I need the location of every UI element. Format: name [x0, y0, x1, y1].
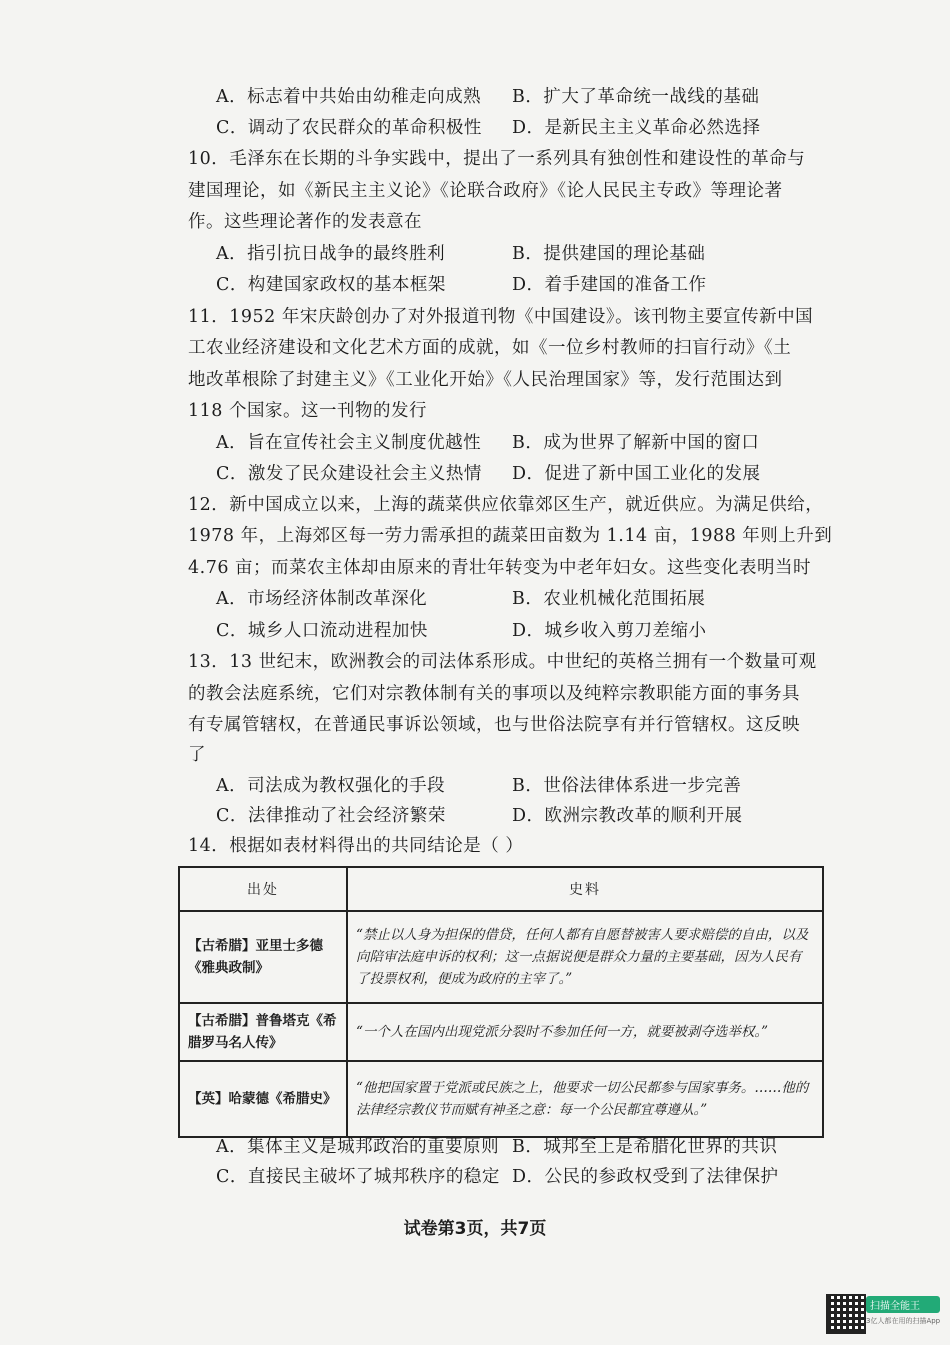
- q12-option-d: D．城乡收入剪刀差缩小: [512, 621, 707, 641]
- q9-option-a: A．标志着中共始由幼稚走向成熟: [216, 87, 482, 107]
- q10-option-a: A．指引抗日战争的最终胜利: [216, 244, 446, 264]
- table-row: [179, 1061, 823, 1137]
- scanner-brand: 扫描全能王: [866, 1296, 940, 1313]
- q14-option-a: A．集体主义是城邦政治的重要原则: [216, 1137, 500, 1157]
- q11-stem-line: 工农业经济建设和文化艺术方面的成就，如《一位乡村教师的扫盲行动》《土: [188, 338, 792, 358]
- q13-option-a: A．司法成为教权强化的手段: [216, 776, 446, 796]
- q11-stem-line: 地改革根除了封建主义》《工业化开始》《人民治理国家》等，发行范围达到: [188, 370, 783, 390]
- q11-stem-line: 11．1952 年宋庆龄创办了对外报道刊物《中国建设》。该刊物主要宣传新中国: [188, 307, 814, 327]
- source-table: [178, 866, 824, 1138]
- q10-option-d: D．着手建国的准备工作: [512, 275, 707, 295]
- source-cell: 【古希腊】普鲁塔克《希腊罗马名人传》: [179, 1003, 347, 1061]
- q14-option-c: C．直接民主破坏了城邦秩序的稳定: [216, 1167, 500, 1187]
- header-source: 出处: [179, 867, 347, 911]
- q11-option-b: B．成为世界了解新中国的窗口: [512, 433, 760, 453]
- q12-option-a: A．市场经济体制改革深化: [216, 589, 428, 609]
- source-cell: 【英】哈蒙德《希腊史》: [179, 1061, 347, 1137]
- q10-option-b: B．提供建国的理论基础: [512, 244, 706, 264]
- q12-stem-line: 12．新中国成立以来，上海的蔬菜供应依靠郊区生产，就近供应。为满足供给，: [188, 495, 824, 515]
- q9-option-d: D．是新民主主义革命必然选择: [512, 118, 761, 138]
- qr-code-icon: [826, 1294, 866, 1334]
- table-header-row: [179, 867, 823, 911]
- scanner-watermark: [866, 1296, 940, 1326]
- q11-option-d: D．促进了新中国工业化的发展: [512, 464, 761, 484]
- q10-stem-line: 作。这些理论著作的发表意在: [188, 212, 422, 232]
- q14-option-d: D．公民的参政权受到了法律保护: [512, 1167, 779, 1187]
- q9-option-b: B．扩大了革命统一战线的基础: [512, 87, 760, 107]
- q12-stem-line: 1978 年，上海郊区每一劳力需承担的蔬菜田亩数为 1.14 亩，1988 年则上升到: [188, 526, 833, 546]
- source-cell: 【古希腊】亚里士多德《雅典政制》: [179, 911, 347, 1003]
- q11-option-c: C．激发了民众建设社会主义热情: [216, 464, 482, 484]
- q13-stem-line: 13．13 世纪末，欧洲教会的司法体系形成。中世纪的英格兰拥有一个数量可观: [188, 652, 817, 672]
- q13-stem-line: 有专属管辖权，在普通民事诉讼领域，也与世俗法院享有并行管辖权。这反映: [188, 715, 800, 735]
- q14-option-b: B．城邦至上是希腊化世界的共识: [512, 1137, 778, 1157]
- q13-option-b: B．世俗法律体系进一步完善: [512, 776, 742, 796]
- q13-option-d: D．欧洲宗教改革的顺利开展: [512, 806, 743, 826]
- scanner-tagline: 3亿人都在用的扫描App: [866, 1317, 941, 1325]
- header-material: 史料: [347, 867, 823, 911]
- material-cell: “禁止以人身为担保的借贷，任何人都有自愿替被害人要求赔偿的自由，以及向陪审法庭申诉的权利；这一点据说便是群众力量的主要基础，因为人民有了投票权利，便成为政府的主宰了。”: [347, 911, 823, 1003]
- q14-stem: 14．根据如表材料得出的共同结论是（ ）: [188, 836, 524, 856]
- q10-stem-line: 10．毛泽东在长期的斗争实践中，提出了一系列具有独创性和建设性的革命与: [188, 149, 806, 169]
- q13-stem-line: 的教会法庭系统，它们对宗教体制有关的事项以及纯粹宗教职能方面的事务具: [188, 684, 800, 704]
- q11-stem-line: 118 个国家。这一刊物的发行: [188, 401, 427, 421]
- q13-option-c: C．法律推动了社会经济繁荣: [216, 806, 446, 826]
- q12-option-b: B．农业机械化范围拓展: [512, 589, 706, 609]
- material-cell: “他把国家置于党派或民族之上，他要求一切公民都参与国家事务。……他的法律经宗教仪节而赋有神圣之意：每一个公民都宜尊遵从。”: [347, 1061, 823, 1137]
- q13-stem-line: 了: [188, 745, 206, 765]
- material-cell: “一个人在国内出现党派分裂时不参加任何一方，就要被剥夺选举权。”: [347, 1003, 823, 1061]
- q11-option-a: A．旨在宣传社会主义制度优越性: [216, 433, 482, 453]
- q12-stem-line: 4.76 亩；而菜农主体却由原来的青壮年转变为中老年妇女。这些变化表明当时: [188, 558, 812, 578]
- table-row: [179, 911, 823, 1003]
- q12-option-c: C．城乡人口流动进程加快: [216, 621, 428, 641]
- q10-option-c: C．构建国家政权的基本框架: [216, 275, 446, 295]
- table-row: [179, 1003, 823, 1061]
- q9-option-c: C．调动了农民群众的革命积极性: [216, 118, 482, 138]
- q10-stem-line: 建国理论，如《新民主主义论》《论联合政府》《论人民民主专政》等理论著: [188, 181, 783, 201]
- page-footer: 试卷第3页，共7页: [403, 1219, 547, 1239]
